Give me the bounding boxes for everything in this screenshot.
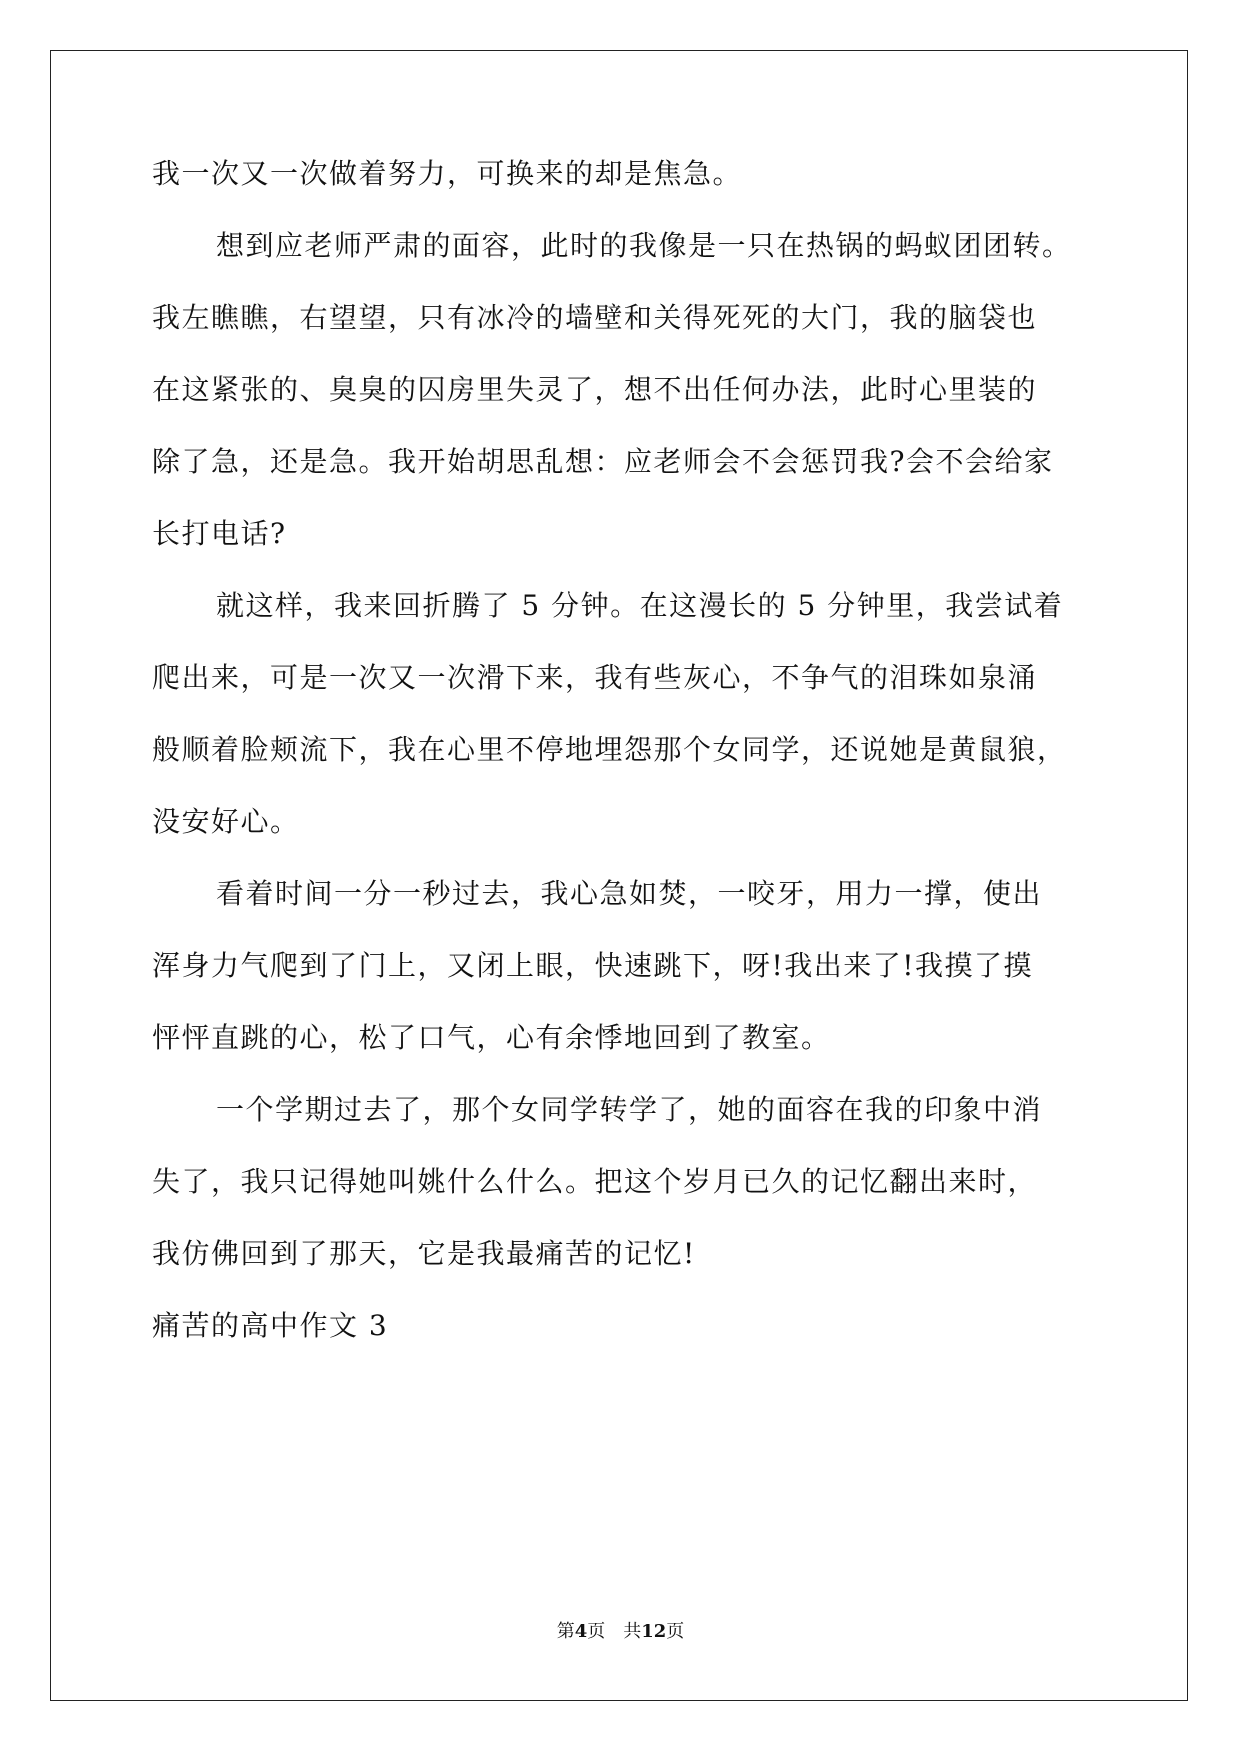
text-line-11: 看着时间一分一秒过去，我心急如焚，一咬牙，用力一撑，使出 bbox=[216, 877, 1043, 910]
page-footer bbox=[0, 1620, 1241, 1644]
text-line-1: 我一次又一次做着努力，可换来的却是焦急。 bbox=[152, 157, 743, 190]
text-line-2: 想到应老师严肃的面容，此时的我像是一只在热锅的蚂蚁团团转。 bbox=[216, 229, 1072, 262]
section-heading: 痛苦的高中作文 3 bbox=[152, 1309, 389, 1342]
text-line-5: 除了急，还是急。我开始胡思乱想：应老师会不会惩罚我?会不会给家 bbox=[152, 445, 1054, 478]
text-line-9: 般顺着脸颊流下，我在心里不停地埋怨那个女同学，还说她是黄鼠狼， bbox=[152, 733, 1067, 766]
text-line-6: 长打电话? bbox=[152, 517, 287, 550]
text-line-3: 我左瞧瞧，右望望，只有冰冷的墙壁和关得死死的大门，我的脑袋也 bbox=[152, 301, 1038, 334]
text-line-12: 浑身力气爬到了门上，又闭上眼，快速跳下，呀!我出来了!我摸了摸 bbox=[152, 949, 1034, 982]
text-line-14: 一个学期过去了，那个女同学转学了，她的面容在我的印象中消 bbox=[216, 1093, 1043, 1126]
text-line-13: 怦怦直跳的心，松了口气，心有余悸地回到了教室。 bbox=[152, 1021, 831, 1054]
text-line-15: 失了，我只记得她叫姚什么什么。把这个岁月已久的记忆翻出来时， bbox=[152, 1165, 1038, 1198]
text-line-4: 在这紧张的、臭臭的囚房里失灵了，想不出任何办法，此时心里装的 bbox=[152, 373, 1038, 406]
text-line-7: 就这样，我来回折腾了 5 分钟。在这漫长的 5 分钟里，我尝试着 bbox=[216, 589, 1064, 622]
text-line-8: 爬出来，可是一次又一次滑下来，我有些灰心，不争气的泪珠如泉涌 bbox=[152, 661, 1038, 694]
page-prefix: 第 bbox=[556, 1621, 575, 1642]
text-line-10: 没安好心。 bbox=[152, 805, 300, 838]
text-line-16: 我仿佛回到了那天，它是我最痛苦的记忆! bbox=[152, 1237, 696, 1270]
page-suffix: 页 bbox=[666, 1621, 685, 1642]
page-mid: 页 共 bbox=[587, 1621, 642, 1642]
page-current: 4 bbox=[574, 1621, 588, 1642]
page-total: 12 bbox=[641, 1621, 667, 1642]
